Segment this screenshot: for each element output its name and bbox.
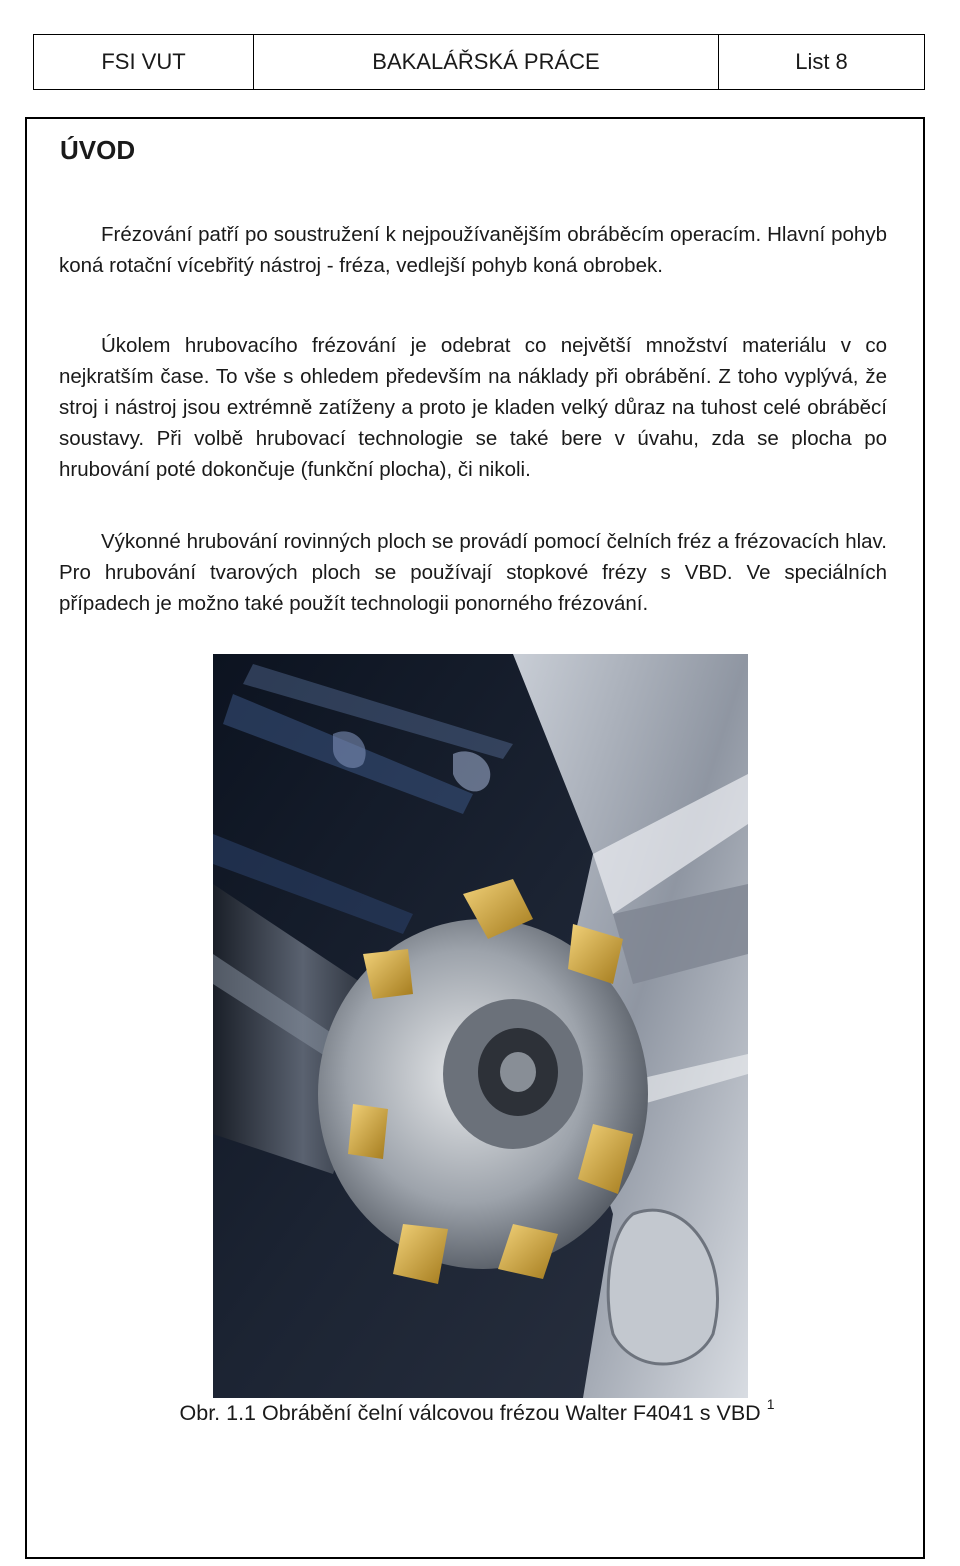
figure-caption [27, 1396, 927, 1426]
page-header [33, 34, 925, 90]
figure-caption-text: Obr. 1.1 Obrábění čelní válcovou frézou Walter F4041 s VBD [179, 1401, 761, 1426]
milling-photo-illustration [213, 654, 748, 1398]
paragraph: Výkonné hrubování rovinných ploch se provádí pomocí čelních fréz a frézovacích hlav. Pro hrubování tvarových ploch se používají stopkové frézy s VBD. Ve speciálních případech je možno také použít technologii ponorného frézování. [59, 530, 887, 615]
footnote-reference: 1 [766, 1396, 775, 1412]
paragraph: Frézování patří po soustružení k nejpoužívanějším obráběcím operacím. Hlavní pohyb koná rotační vícebřitý nástroj - fréza, vedlejší pohyb koná obrobek. [59, 223, 887, 277]
header-institution: FSI VUT [34, 35, 254, 89]
section-title: ÚVOD [60, 135, 136, 165]
milling-cutter-photo [213, 654, 748, 1398]
header-page-number: List 8 [795, 49, 848, 74]
paragraph: Úkolem hrubovacího frézování je odebrat co největší množství materiálu v co nejkratším čase. To vše s ohledem především na náklady při obrábění. Z toho vyplývá, že stroj i nástroj jsou extrémně zatíženy a proto je kladen velký důraz na tuhost celé obráběcí soustavy. Při volbě hrubovací technologie se také bere v úvahu, zda se plocha po hrubování poté dokončuje (funkční plocha), či nikoli. [59, 334, 887, 481]
header-document-type: BAKALÁŘSKÁ PRÁCE [254, 35, 719, 89]
page-content [25, 117, 925, 1559]
